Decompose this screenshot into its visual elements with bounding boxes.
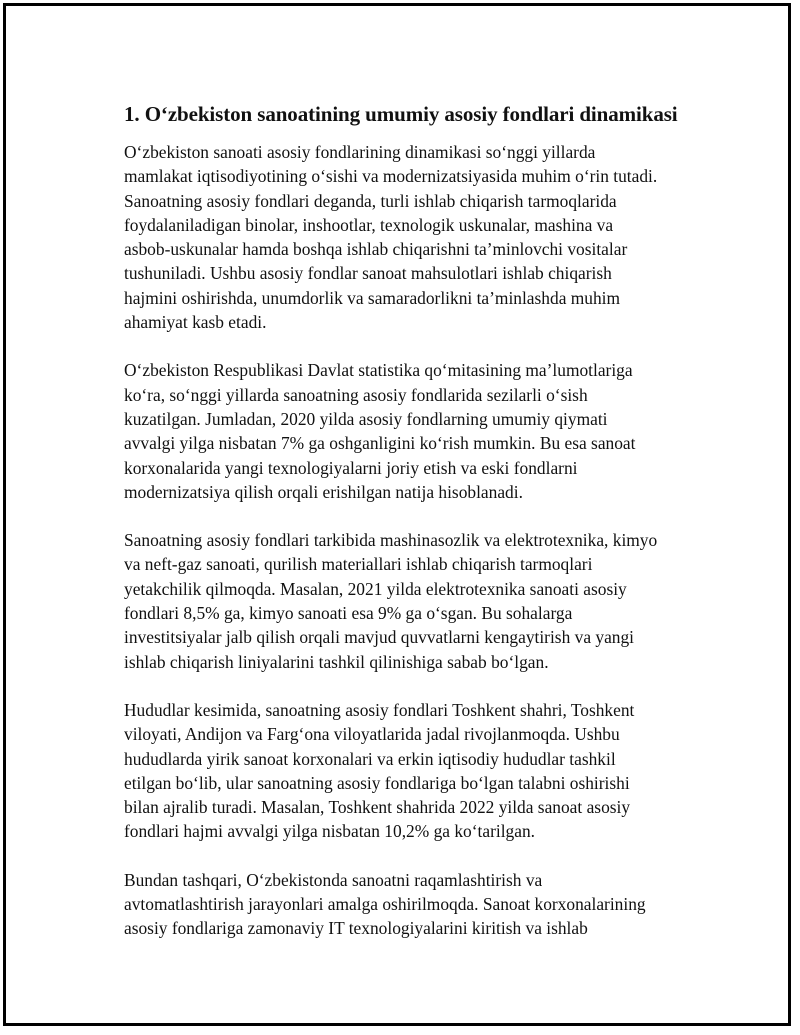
paragraph-line: Sanoatning asosiy fondlari tarkibida mashinasozlik va elektrotexnika, kimyo bbox=[124, 530, 658, 551]
paragraph-line: yetakchilik qilmoqda. Masalan, 2021 yilda elektrotexnika sanoati asosiy bbox=[124, 578, 627, 599]
paragraph-line: O‘zbekiston sanoati asosiy fondlarining dinamikasi so‘nggi yillarda bbox=[124, 142, 596, 162]
paragraph-line: ahamiyat kasb etadi. bbox=[124, 312, 267, 333]
paragraph-line: ko‘ra, so‘nggi yillarda sanoatning asosiy fondlarida sezilarli o‘sish bbox=[124, 384, 588, 405]
paragraph-5 bbox=[124, 868, 704, 941]
section-heading: 1. O‘zbekiston sanoatining umumiy asosiy fondlari dinamikasi bbox=[124, 102, 678, 126]
paragraph-line: modernizatsiya qilish orqali erishilgan natija hisoblanadi. bbox=[124, 481, 523, 502]
paragraph-line: viloyati, Andijon va Farg‘ona viloyatlarida jadal rivojlanmoqda. Ushbu bbox=[124, 724, 620, 745]
paragraph-line: korxonalarida yangi texnologiyalarni joriy etish va eski fondlarni bbox=[124, 457, 578, 478]
paragraph-line: foydalaniladigan binolar, inshootlar, texnologik uskunalar, mashina va bbox=[124, 214, 614, 235]
paragraph-line: etilgan bo‘lib, ular sanoatning asosiy fondlariga bo‘lgan talabni oshirishi bbox=[124, 772, 630, 793]
paragraph-line: bilan ajralib turadi. Masalan, Toshkent shahrida 2022 yilda sanoat asosiy bbox=[124, 797, 631, 818]
paragraph-line: mamlakat iqtisodiyotining o‘sishi va modernizatsiyasida muhim o‘rin tutadi. bbox=[124, 166, 658, 187]
paragraph-line: fondlari 8,5% ga, kimyo sanoati esa 9% ga o‘sgan. Bu sohalarga bbox=[124, 603, 573, 624]
paragraph-line: Sanoatning asosiy fondlari deganda, turli ishlab chiqarish tarmoqlarida bbox=[124, 190, 617, 211]
paragraph-line: avvalgi yilga nisbatan 7% ga oshganligini ko‘rish mumkin. Bu esa sanoat bbox=[124, 433, 636, 454]
paragraph-1 bbox=[124, 140, 704, 334]
paragraph-line: Hududlar kesimida, sanoatning asosiy fondlari Toshkent shahri, Toshkent bbox=[124, 699, 635, 720]
paragraph-line: Bundan tashqari, O‘zbekistonda sanoatni raqamlashtirish va bbox=[124, 869, 543, 890]
page-frame bbox=[3, 3, 791, 1026]
paragraph-line: tushuniladi. Ushbu asosiy fondlar sanoat mahsulotlari ishlab chiqarish bbox=[124, 263, 612, 284]
paragraph-line: kuzatilgan. Jumladan, 2020 yilda asosiy fondlarning umumiy qiymati bbox=[124, 408, 608, 429]
paragraph-line: ishlab chiqarish liniyalarini tashkil qilinishiga sabab bo‘lgan. bbox=[124, 651, 549, 672]
paragraph-line: va neft-gaz sanoati, qurilish materiallari ishlab chiqarish tarmoqlari bbox=[124, 554, 593, 575]
paragraph-line: avtomatlashtirish jarayonlari amalga oshirilmoqda. Sanoat korxonalarining bbox=[124, 894, 646, 915]
paragraph-3 bbox=[124, 528, 704, 674]
paragraph-line: asbob-uskunalar hamda boshqa ishlab chiqarishni ta’minlovchi vositalar bbox=[124, 239, 628, 260]
paragraph-line: O‘zbekiston Respublikasi Davlat statistika qo‘mitasining ma’lumotlariga bbox=[124, 360, 633, 381]
paragraph-line: fondlari hajmi avvalgi yilga nisbatan 10,2% ga ko‘tarilgan. bbox=[124, 821, 535, 842]
document-body bbox=[124, 98, 704, 965]
paragraph-line: asosiy fondlariga zamonaviy IT texnologiyalarini kiritish va ishlab bbox=[124, 918, 588, 939]
paragraph-line: investitsiyalar jalb qilish orqali mavjud quvvatlarni kengaytirish va yangi bbox=[124, 627, 635, 648]
paragraph-line: hajmini oshirishda, unumdorlik va samaradorlikni ta’minlashda muhim bbox=[124, 287, 621, 308]
paragraph-2 bbox=[124, 358, 704, 504]
paragraph-line: hududlarda yirik sanoat korxonalari va erkin iqtisodiy hududlar tashkil bbox=[124, 748, 616, 769]
paragraph-4 bbox=[124, 698, 704, 844]
